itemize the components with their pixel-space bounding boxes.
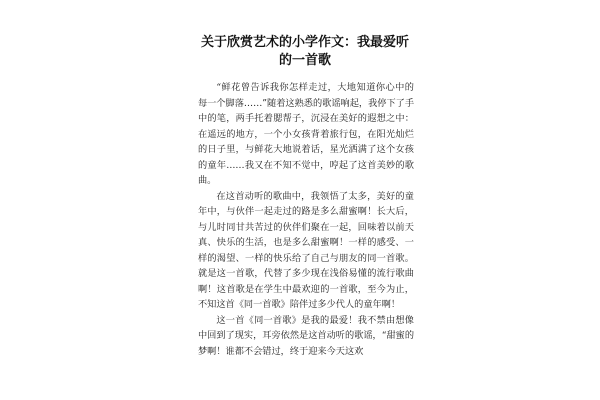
document-title	[196, 34, 414, 70]
paragraph-3: 这一首《同一首歌》是我的最爱！我不禁由想像中回到了现实，耳旁依然是这首动听的歌谣，“甜蜜的梦啊！谁都不会错过，终于迎来今天这欢	[198, 314, 415, 357]
document-body	[198, 80, 414, 359]
title-line-1: 关于欣赏艺术的小学作文：我最爱听	[200, 35, 409, 50]
paragraph-1: “鲜花曾告诉我你怎样走过，大地知道你心中的每一个脚落……”随着这熟悉的歌谣响起，我停下了手中的笔，两手托着腮帮子，沉浸在美好的遐想之中：在遥远的地方，一个小女孩背着旅行包，在阳光灿烂的日子里，与鲜花大地说着话，星光洒满了这个女孩的童年……我又在不知不觉中，哼起了这首美妙的歌曲。	[198, 82, 415, 186]
title-line-2: 的一首歌	[278, 53, 331, 68]
paragraph-2: 在这首动听的歌曲中，我领悟了太多，美好的童年中，与伙伴一起走过的路是多么甜蜜啊！长大后，与儿时同甘共苦过的伙伴们聚在一起，回味着以前天真、快乐的生活，也是多么甜蜜啊！一样的感受、一样的渴望、一样的快乐给了自己与朋友的同一首歌。就是这一首歌，代替了多少现在浅俗易懂的流行歌曲啊！这首歌是在学生中最欢迎的一首歌，至今为止，不知这首《同一首歌》陪伴过多少代人的童年啊！	[198, 190, 414, 310]
